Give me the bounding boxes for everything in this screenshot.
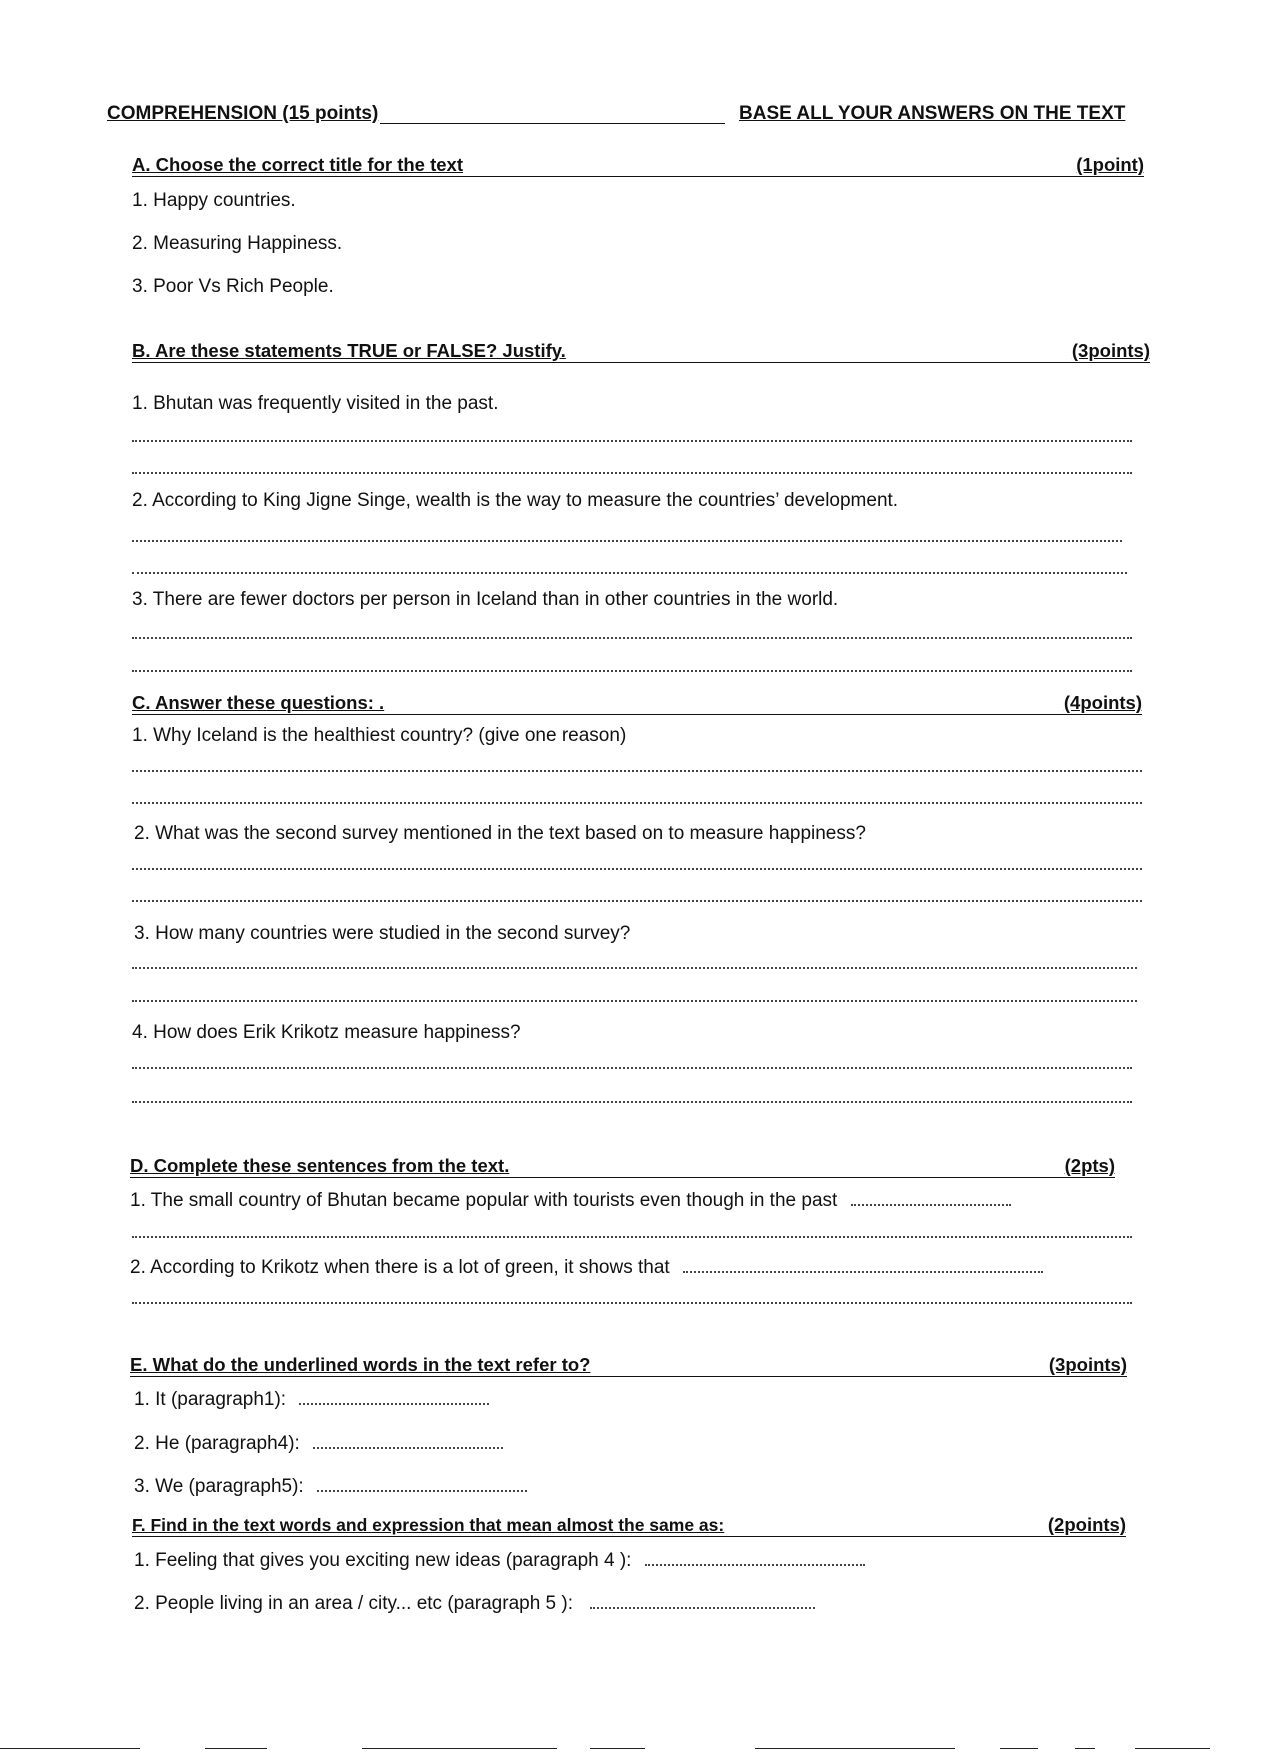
section-a-option-2: 2. Measuring Happiness. <box>132 233 343 254</box>
answer-blank[interactable] <box>299 1399 489 1405</box>
answer-line[interactable] <box>132 1000 1137 1002</box>
section-c-header <box>132 690 1142 715</box>
answer-line[interactable] <box>132 572 1127 574</box>
section-f-item-2-text: 2. People living in an area / city... etc (paragraph 5 ): <box>134 1593 573 1614</box>
section-d-title: D. Complete these sentences from the text. <box>130 1155 510 1176</box>
page-edge-rule <box>1135 1748 1210 1749</box>
page-edge-rule <box>590 1748 645 1749</box>
section-a-option-1: 1. Happy countries. <box>132 190 296 211</box>
section-a-header <box>132 152 1144 177</box>
header-instruction: BASE ALL YOUR ANSWERS ON THE TEXT <box>739 103 1126 124</box>
answer-line[interactable] <box>132 967 1137 969</box>
answer-line[interactable] <box>132 802 1142 804</box>
answer-line[interactable] <box>132 472 1132 474</box>
section-a-option-3: 3. Poor Vs Rich People. <box>132 276 334 297</box>
section-b-header <box>132 338 1150 363</box>
section-c-points: (4points) <box>1063 692 1142 713</box>
answer-line[interactable] <box>132 540 1122 542</box>
section-c-question-2: 2. What was the second survey mentioned in the text based on to measure happiness? <box>134 823 866 844</box>
section-a-title: A. Choose the correct title for the text <box>132 154 463 175</box>
section-d-sentence-2-text: 2. According to Krikotz when there is a lot of green, it shows that <box>130 1257 670 1278</box>
answer-line[interactable] <box>132 868 1142 870</box>
answer-line[interactable] <box>132 670 1132 672</box>
section-b-statement-3: 3. There are fewer doctors per person in Iceland than in other countries in the world. <box>132 589 839 610</box>
answer-blank[interactable] <box>313 1443 503 1449</box>
section-c-question-1: 1. Why Iceland is the healthiest country? (give one reason) <box>132 725 627 746</box>
section-c-question-3: 3. How many countries were studied in the second survey? <box>134 923 631 944</box>
section-d-sentence-2 <box>130 1257 1043 1279</box>
page-edge-rule <box>0 1748 140 1749</box>
section-e-header <box>130 1352 1127 1377</box>
section-e-item-3-text: 3. We (paragraph5): <box>134 1476 304 1497</box>
answer-line[interactable] <box>132 900 1142 902</box>
answer-line[interactable] <box>132 1236 1132 1238</box>
section-e-item-3 <box>134 1476 527 1498</box>
answer-blank[interactable] <box>683 1267 1043 1273</box>
page-edge-rule <box>755 1748 955 1749</box>
header-title: COMPREHENSION (15 points) <box>107 103 379 124</box>
answer-line[interactable] <box>132 1302 1132 1304</box>
answer-line[interactable] <box>132 1067 1132 1069</box>
section-d-points: (2pts) <box>1064 1155 1115 1176</box>
section-d-sentence-1 <box>130 1190 1011 1212</box>
page-edge-rule <box>1000 1748 1038 1749</box>
header-rule <box>380 123 725 124</box>
section-f-item-2 <box>134 1593 815 1615</box>
answer-line[interactable] <box>132 1101 1132 1103</box>
section-b-statement-1: 1. Bhutan was frequently visited in the past. <box>132 393 499 414</box>
section-f-title: F. Find in the text words and expression that mean almost the same as: <box>132 1515 725 1535</box>
page-edge-rule <box>362 1748 557 1749</box>
section-e-item-2-text: 2. He (paragraph4): <box>134 1433 300 1454</box>
section-b-title: B. Are these statements TRUE or FALSE? Justify. <box>132 340 566 361</box>
answer-blank[interactable] <box>645 1560 865 1566</box>
section-e-title: E. What do the underlined words in the text refer to? <box>130 1354 591 1375</box>
section-f-item-1 <box>134 1550 865 1572</box>
section-d-sentence-1-text: 1. The small country of Bhutan became popular with tourists even though in the past <box>130 1190 838 1211</box>
section-b-statement-2: 2. According to King Jigne Singe, wealth is the way to measure the countries’ development. <box>132 490 899 511</box>
answer-blank[interactable] <box>317 1486 527 1492</box>
section-f-item-1-text: 1. Feeling that gives you exciting new ideas (paragraph 4 ): <box>134 1550 632 1571</box>
answer-line[interactable] <box>132 637 1132 639</box>
section-b-points: (3points) <box>1071 340 1150 361</box>
section-d-header <box>130 1153 1115 1178</box>
section-e-item-1-text: 1. It (paragraph1): <box>134 1389 287 1410</box>
page-edge-rule <box>205 1748 267 1749</box>
answer-blank[interactable] <box>590 1603 815 1609</box>
section-e-item-2 <box>134 1433 503 1455</box>
page-edge-rule <box>1075 1748 1095 1749</box>
section-e-item-1 <box>134 1389 489 1411</box>
answer-line[interactable] <box>132 770 1142 772</box>
section-c-question-4: 4. How does Erik Krikotz measure happiness? <box>132 1022 521 1043</box>
answer-line[interactable] <box>132 440 1132 442</box>
section-f-points: (2points) <box>1047 1514 1126 1535</box>
section-a-points: (1point) <box>1076 154 1144 175</box>
answer-blank[interactable] <box>851 1200 1011 1206</box>
section-f-header <box>132 1512 1126 1537</box>
section-c-title: C. Answer these questions: . <box>132 692 385 713</box>
section-e-points: (3points) <box>1048 1354 1127 1375</box>
